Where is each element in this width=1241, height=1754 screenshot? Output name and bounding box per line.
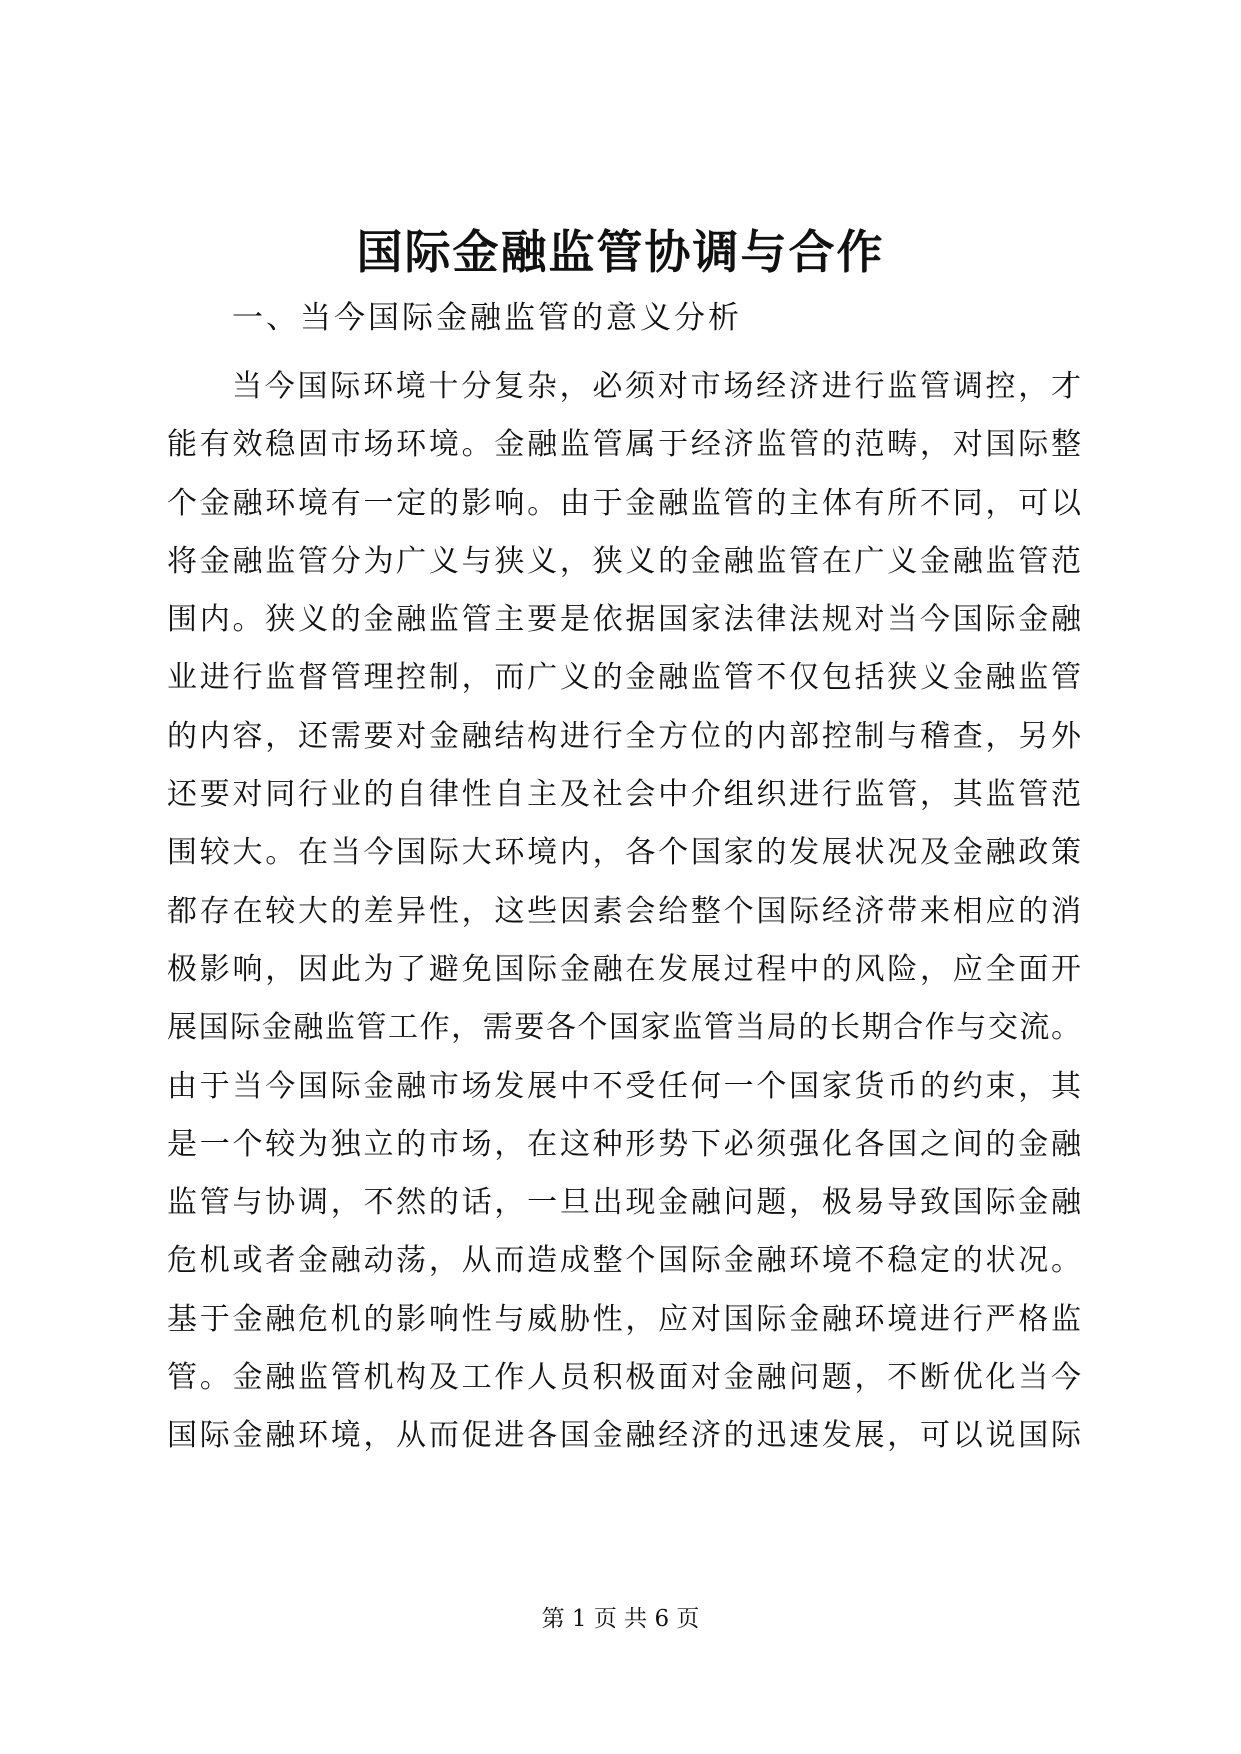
body-line: 极影响，因此为了避免国际金融在发展过程中的风险，应全面开 xyxy=(167,951,1081,987)
body-line: 的内容，还需要对金融结构进行全方位的内部控制与稽查，另外 xyxy=(167,718,1081,754)
body-line: 个金融环境有一定的影响。由于金融监管的主体有所不同，可以 xyxy=(167,485,1081,521)
body-text xyxy=(167,358,1081,1466)
body-line: 国际金融环境，从而促进各国金融经济的迅速发展，可以说国际 xyxy=(167,1418,1081,1454)
body-line: 管。金融监管机构及工作人员积极面对金融问题，不断优化当今 xyxy=(167,1360,1081,1396)
body-line: 展国际金融监管工作，需要各个国家监管当局的长期合作与交流。 xyxy=(167,1010,1081,1046)
body-line: 当今国际环境十分复杂，必须对市场经济进行监管调控，才 xyxy=(232,369,1081,404)
body-line: 监管与协调，不然的话，一旦出现金融问题，极易导致国际金融 xyxy=(167,1185,1081,1221)
body-line: 基于金融危机的影响性与威胁性，应对国际金融环境进行严格监 xyxy=(167,1301,1081,1337)
body-line: 是一个较为独立的市场，在这种形势下必须强化各国之间的金融 xyxy=(167,1126,1081,1162)
page-footer: 第 1 页 共 6 页 xyxy=(541,1606,700,1632)
body-line: 都存在较大的差异性，这些因素会给整个国际经济带来相应的消 xyxy=(167,893,1081,929)
body-line: 业进行监督管理控制，而广义的金融监管不仅包括狭义金融监管 xyxy=(167,660,1081,696)
body-line: 将金融监管分为广义与狭义，狭义的金融监管在广义金融监管范 xyxy=(167,543,1081,579)
document-title: 国际金融监管协调与合作 xyxy=(356,225,885,279)
body-line: 围内。狭义的金融监管主要是依据国家法律法规对当今国际金融 xyxy=(167,602,1081,638)
section-heading: 一、当今国际金融监管的意义分析 xyxy=(232,300,742,336)
body-line: 能有效稳固市场环境。金融监管属于经济监管的范畴，对国际整 xyxy=(167,427,1081,463)
body-line: 危机或者金融动荡，从而造成整个国际金融环境不稳定的状况。 xyxy=(167,1243,1081,1279)
body-line: 还要对同行业的自律性自主及社会中介组织进行监管，其监管范 xyxy=(167,777,1081,813)
body-line: 围较大。在当今国际大环境内，各个国家的发展状况及金融政策 xyxy=(167,835,1081,871)
body-line: 由于当今国际金融市场发展中不受任何一个国家货币的约束，其 xyxy=(167,1068,1081,1104)
